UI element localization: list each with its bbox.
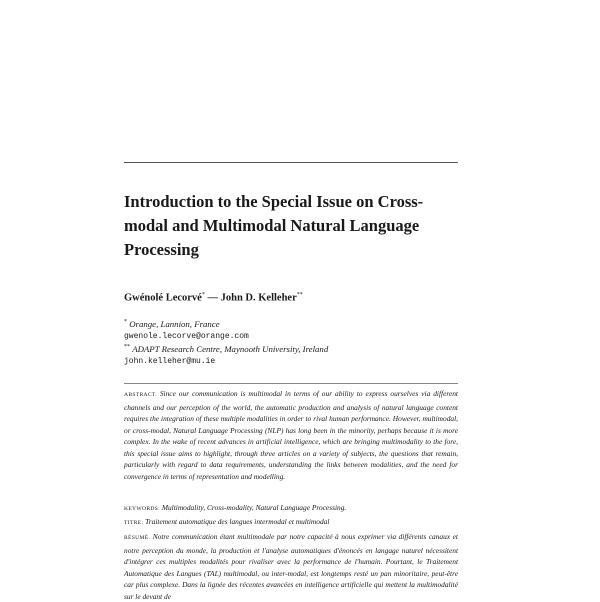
affiliation-mark: * xyxy=(124,319,127,325)
affiliations xyxy=(124,317,464,367)
keywords xyxy=(124,502,458,516)
titre-label: TITRE: xyxy=(124,520,144,526)
affiliation xyxy=(124,317,464,331)
keywords-text: Multimodality, Cross-modality, Natural Language Processing. xyxy=(161,503,347,512)
affiliation-place: ADAPT Research Centre, Maynooth University, Ireland xyxy=(132,344,329,355)
abstract xyxy=(124,388,458,482)
resume-text: Notre communication étant multimodale par notre capacité à nous exprimer via différents canaux et notre perception du monde, la production et l'analyse automatiques d'énoncés en langage naturel nécessitent d'intégrer ces multiples modalités pour rivaliser avec la performance de l'humain. Pourtant, le Traitement Automatique des Langues (TAL) multimodal, ou inter-modal, est longtemps resté un pan minoritaire, peut-être car plus complexe. Dans la lignée des récentes avancées en intelligence artificielle qui mettent la multimodalité sur le devant de xyxy=(124,532,458,601)
author-separator: — xyxy=(207,292,218,304)
affiliation-place: Orange, Lannion, France xyxy=(129,318,220,329)
affiliation-email[interactable]: john.kelleher@mu.ie xyxy=(124,356,216,366)
abstract-text: Since our communication is multimodal in terms of our ability to express ourselves via different channels and our perception of the world, the automatic production and analysis of natural language content requires the integration of these multiple modalities in order to rival human performance. However, multimodal, or cross-modal, Natural Language Processing (NLP) has long been in the minority, perhaps because it is more complex. In the wake of recent advances in artificial intelligence, which are bringing multimodality to the fore, this special issue aims to highlight, through three articles on a variety of subjects, the questions that remain, particularly with regard to data requirements, understanding the links between modalities, and the need for convergence in terms of representation and modelling. xyxy=(124,389,458,481)
header-rule xyxy=(124,162,458,163)
author-mark: * xyxy=(201,292,205,298)
resume-label: RÉSUMÉ. xyxy=(124,535,151,541)
author-mark: ** xyxy=(296,292,303,298)
keywords-label: KEYWORDS: xyxy=(124,506,160,512)
french-title xyxy=(124,516,458,530)
affiliation xyxy=(124,342,464,356)
abstract-label: ABSTRACT. xyxy=(124,392,157,398)
resume xyxy=(124,531,458,602)
paper-title: Introduction to the Special Issue on Cross-modal and Multimodal Natural Language Processing xyxy=(124,192,424,259)
abstract-rule xyxy=(124,383,458,384)
affiliation-mark: ** xyxy=(124,344,130,351)
author-line xyxy=(124,292,303,304)
author-name: John D. Kelleher xyxy=(220,292,297,304)
author-name: Gwénolé Lecorvé xyxy=(124,292,202,304)
affiliation-email[interactable]: gwenole.lecorve@orange.com xyxy=(124,331,249,341)
titre-text: Traitement automatique des langues intermodal et multimodal xyxy=(145,517,330,526)
